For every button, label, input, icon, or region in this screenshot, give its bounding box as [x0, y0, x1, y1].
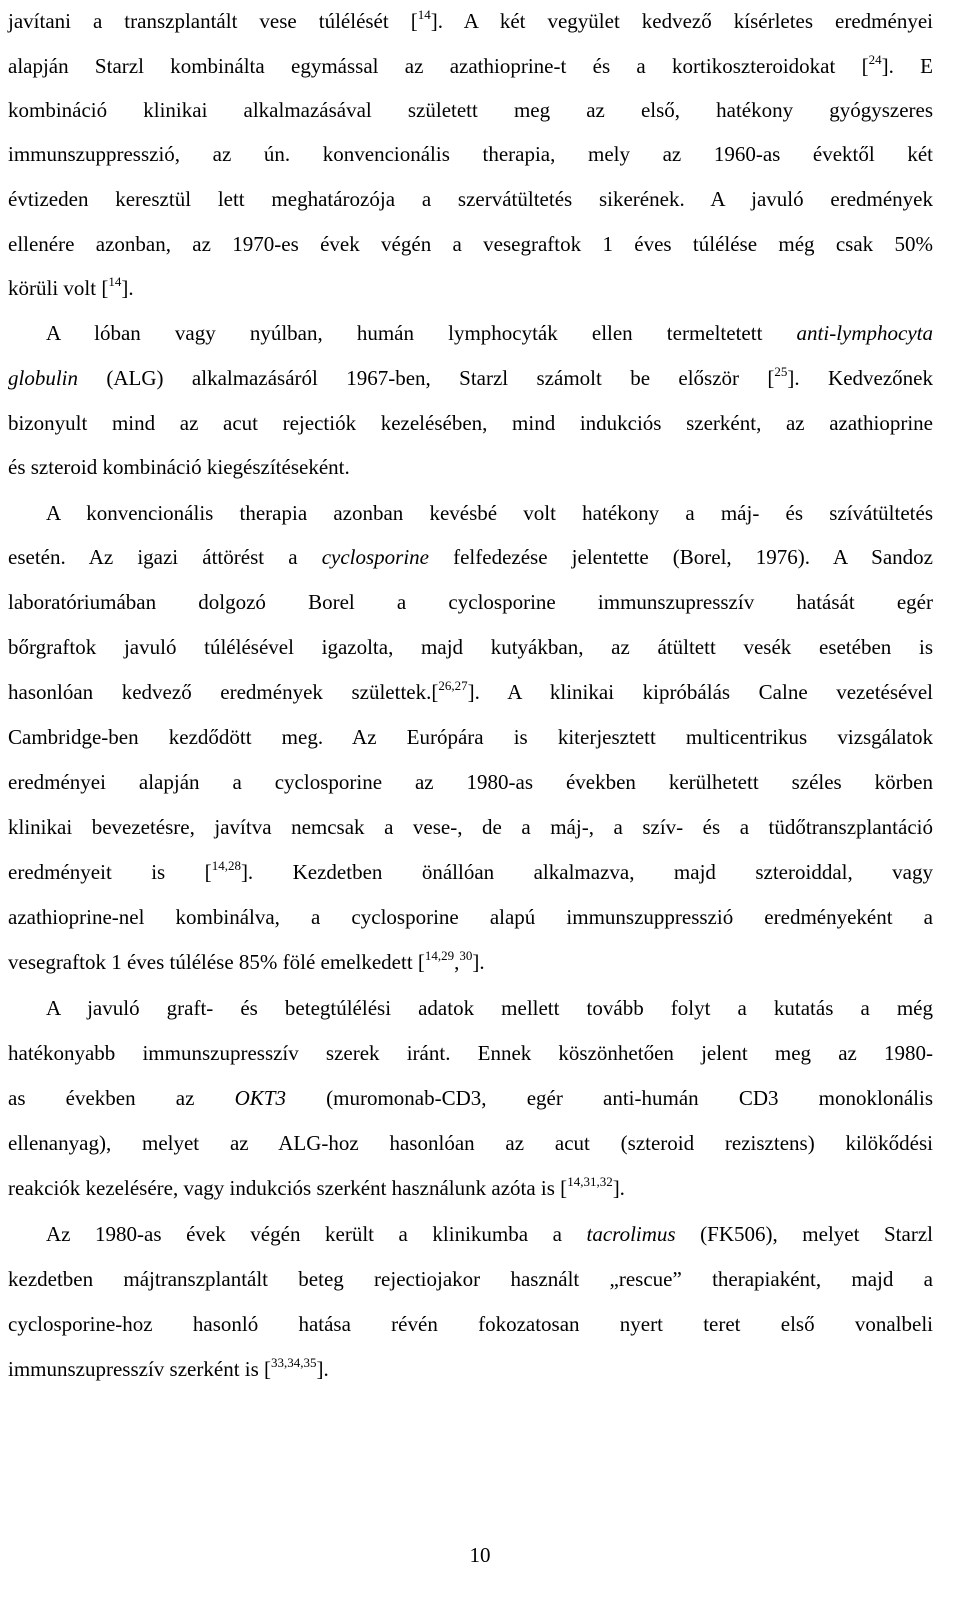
text-span: reakciók kezelésére, vagy indukciós szerként használunk azóta is [ — [8, 1176, 568, 1200]
text-span: vesegraftok 1 éves túlélése 85% fölé emelkedett [ — [8, 950, 425, 974]
reference-superscript: 14,28 — [211, 858, 241, 873]
page-number: 10 — [469, 1543, 491, 1567]
italic-term: anti-lymphocyta — [796, 321, 933, 345]
text-span: eredményeit is [ — [8, 860, 212, 884]
text-line — [8, 363, 933, 393]
reference-superscript: 14 — [108, 274, 122, 289]
text-span: ]. — [121, 276, 134, 300]
text-span: ]. — [612, 1176, 625, 1200]
text-line — [8, 1173, 933, 1203]
paragraph-first-line — [46, 1219, 933, 1249]
text-line — [8, 1354, 933, 1384]
reference-superscript: 14,29 — [424, 948, 455, 963]
text-line: azathioprine-nel kombinálva, a cyclosporine alapú immunszuppresszió eredményeként a — [8, 905, 933, 929]
text-line: eredményei alapján a cyclosporine az 1980-as években kerülhetett széles körben — [8, 770, 933, 794]
paragraph-first-line: A javuló graft- és betegtúlélési adatok mellett tovább folyt a kutatás a még — [46, 996, 933, 1020]
text-line — [8, 542, 933, 572]
text-span: alapján Starzl kombinálta egymással az azathioprine-t és a kortikoszteroidokat [ — [8, 54, 869, 78]
text-line — [8, 273, 933, 303]
paragraph-first-line: A konvencionális therapia azonban kevésbé volt hatékony a máj- és szívátültetés — [46, 501, 933, 525]
text-line: laboratóriumában dolgozó Borel a cyclosporine immunszupresszív hatását egér — [8, 590, 933, 614]
reference-superscript: 24 — [868, 52, 882, 67]
text-span: javítani a transzplantált vese túlélését [ — [8, 9, 418, 33]
text-span: (FK506), melyet Starzl — [675, 1222, 933, 1246]
reference-superscript: 26,27 — [438, 678, 468, 693]
text-line: kombináció klinikai alkalmazásával született meg az első, hatékony gyógyszeres — [8, 98, 933, 122]
text-span: , — [454, 950, 460, 974]
text-line: Cambridge-ben kezdődött meg. Az Európára is kiterjesztett multicentrikus vizsgálatok — [8, 725, 933, 749]
reference-superscript: 14 — [417, 7, 431, 22]
text-line: immunszuppresszió, az ún. konvencionális therapia, mely az 1960-as évektől két — [8, 142, 933, 166]
text-span: esetén. Az igazi áttörést a — [8, 545, 322, 569]
text-span: ]. Kedvezőnek — [787, 366, 933, 390]
text-line: ellenére azonban, az 1970-es évek végén a vesegraftok 1 éves túlélése még csak 50% — [8, 232, 933, 256]
italic-term: cyclosporine — [321, 545, 429, 569]
reference-superscript: 14,31,32 — [567, 1174, 613, 1189]
text-line: klinikai bevezetésre, javítva nemcsak a vese-, de a máj-, a szív- és a tüdőtranszplantáció — [8, 815, 933, 839]
text-span: ]. Kezdetben önállóan alkalmazva, majd szteroiddal, vagy — [240, 860, 934, 884]
text-span: felfedezése jelentette (Borel, 1976). A Sandoz — [428, 545, 933, 569]
text-line: hatékonyabb immunszupresszív szerek iránt. Ennek köszönhetően jelent meg az 1980- — [8, 1041, 933, 1065]
text-line: ellenanyag), melyet az ALG-hoz hasonlóan az acut (szteroid rezisztens) kilökődési — [8, 1131, 933, 1155]
text-line — [8, 947, 933, 977]
text-line — [8, 857, 933, 887]
text-line — [8, 677, 933, 707]
text-line — [8, 1083, 933, 1113]
text-span: Az 1980-as évek végén került a klinikumba a — [46, 1222, 587, 1246]
text-span: ]. — [472, 950, 485, 974]
text-span: ]. A két vegyület kedvező kísérletes eredményei — [430, 9, 933, 33]
text-span: ]. — [316, 1357, 329, 1381]
text-line: bizonyult mind az acut rejectiók kezelésében, mind indukciós szerként, az azathioprine — [8, 411, 933, 435]
text-span: körüli volt [ — [8, 276, 109, 300]
text-span: (ALG) alkalmazásáról 1967-ben, Starzl számolt be először [ — [78, 366, 775, 390]
text-span: (muromonab-CD3, egér anti-humán CD3 monoklonális — [285, 1086, 933, 1110]
italic-term: tacrolimus — [586, 1222, 676, 1246]
italic-term: globulin — [8, 366, 79, 390]
text-span: as években az — [8, 1086, 235, 1110]
reference-superscript: 30 — [459, 948, 473, 963]
text-span: hasonlóan kedvező eredmények születtek.[ — [8, 680, 439, 704]
reference-superscript: 33,34,35 — [271, 1355, 317, 1370]
text-line: és szteroid kombináció kiegészítéseként. — [8, 455, 350, 479]
text-span: A lóban vagy nyúlban, humán lymphocyták ellen termeltetett — [46, 321, 797, 345]
paragraph-first-line — [46, 318, 933, 348]
text-line — [8, 51, 933, 81]
text-span: immunszupresszív szerként is [ — [8, 1357, 272, 1381]
text-line: bőrgraftok javuló túlélésével igazolta, majd kutyákban, az átültett vesék esetében is — [8, 635, 933, 659]
text-line: cyclosporine-hoz hasonló hatása révén fokozatosan nyert teret első vonalbeli — [8, 1312, 933, 1336]
text-span: ]. A klinikai kipróbálás Calne vezetésével — [467, 680, 933, 704]
italic-term: OKT3 — [234, 1086, 286, 1110]
text-line — [8, 6, 933, 36]
text-line: kezdetben májtranszplantált beteg rejectiojakor használt „rescue” therapiaként, majd a — [8, 1267, 933, 1291]
reference-superscript: 25 — [774, 364, 788, 379]
text-line: évtizeden keresztül lett meghatározója a szervátültetés sikerének. A javuló eredmények — [8, 187, 933, 211]
text-span: ]. E — [881, 54, 933, 78]
